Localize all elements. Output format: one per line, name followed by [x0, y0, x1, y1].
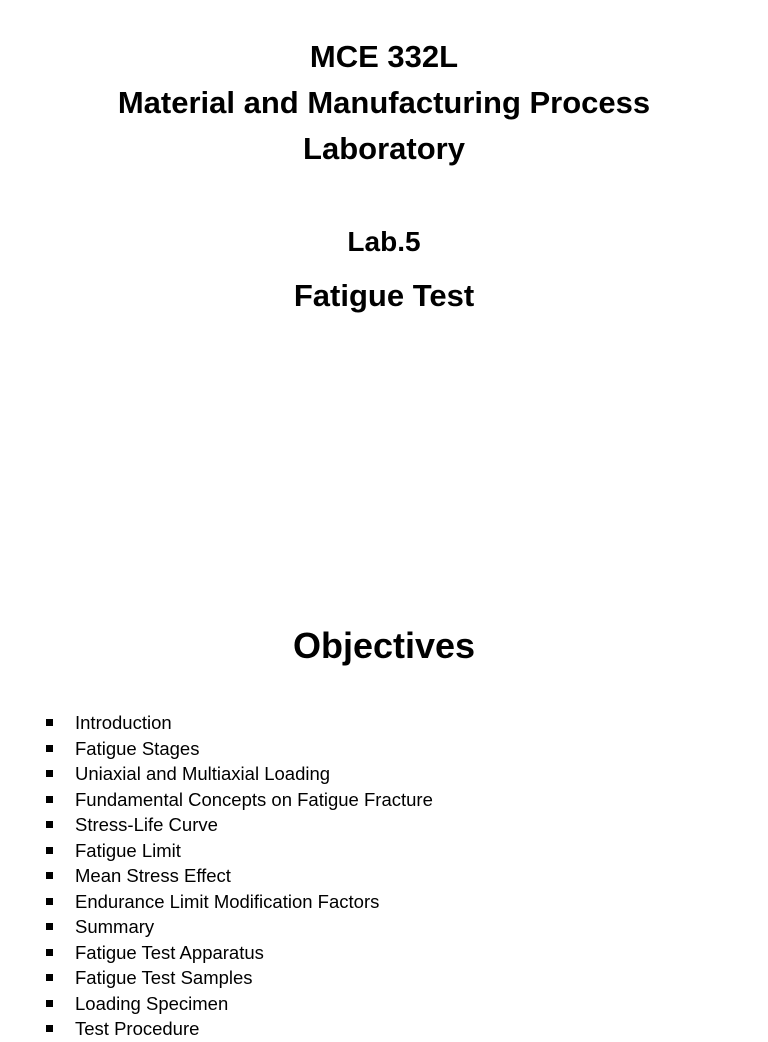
course-title: [0, 34, 768, 172]
list-item: [46, 991, 433, 1017]
list-item-label: Fatigue Limit: [75, 839, 181, 861]
square-bullet-icon: [46, 1025, 53, 1032]
square-bullet-icon: [46, 1000, 53, 1007]
list-item: [46, 965, 433, 991]
list-item: [46, 914, 433, 940]
square-bullet-icon: [46, 923, 53, 930]
objectives-slide: [0, 600, 768, 1039]
square-bullet-icon: [46, 949, 53, 956]
square-bullet-icon: [46, 872, 53, 879]
list-item-label: Loading Specimen: [75, 992, 229, 1014]
list-item-label: Mean Stress Effect: [75, 865, 231, 886]
list-item: [46, 838, 433, 864]
course-name-line-2: Laboratory: [303, 131, 465, 166]
list-item: [46, 787, 433, 813]
list-item: [46, 761, 433, 787]
list-item-label: Fatigue Test Samples: [75, 967, 253, 988]
list-item: [46, 736, 433, 762]
list-item: [46, 1016, 433, 1042]
list-item-label: Fatigue Stages: [75, 737, 200, 759]
lab-topic: Fatigue Test: [293, 278, 475, 313]
list-item: [46, 889, 433, 915]
objectives-list: [46, 710, 433, 1042]
list-item: [46, 812, 433, 838]
square-bullet-icon: [46, 898, 53, 905]
list-item-label: Fatigue Test Apparatus: [75, 941, 264, 963]
list-item-label: Fundamental Concepts on Fatigue Fracture: [75, 788, 433, 810]
square-bullet-icon: [46, 821, 53, 828]
list-item-label: Introduction: [75, 712, 172, 733]
square-bullet-icon: [46, 974, 53, 981]
square-bullet-icon: [46, 745, 53, 752]
list-item-label: Summary: [75, 916, 155, 937]
list-item: [46, 940, 433, 966]
list-item: [46, 710, 433, 736]
course-code: MCE 332L: [309, 39, 459, 74]
square-bullet-icon: [46, 847, 53, 854]
list-item-label: Test Procedure: [75, 1018, 200, 1039]
list-item-label: Stress-Life Curve: [75, 814, 218, 835]
square-bullet-icon: [46, 796, 53, 803]
square-bullet-icon: [46, 770, 53, 777]
list-item: [46, 863, 433, 889]
objectives-heading: Objectives: [292, 625, 476, 666]
course-name-line-1: Material and Manufacturing Process: [117, 85, 651, 120]
square-bullet-icon: [46, 719, 53, 726]
list-item-label: Uniaxial and Multiaxial Loading: [75, 763, 331, 784]
lab-number: Lab.5: [347, 226, 421, 257]
list-item-label: Endurance Limit Modification Factors: [75, 890, 380, 912]
